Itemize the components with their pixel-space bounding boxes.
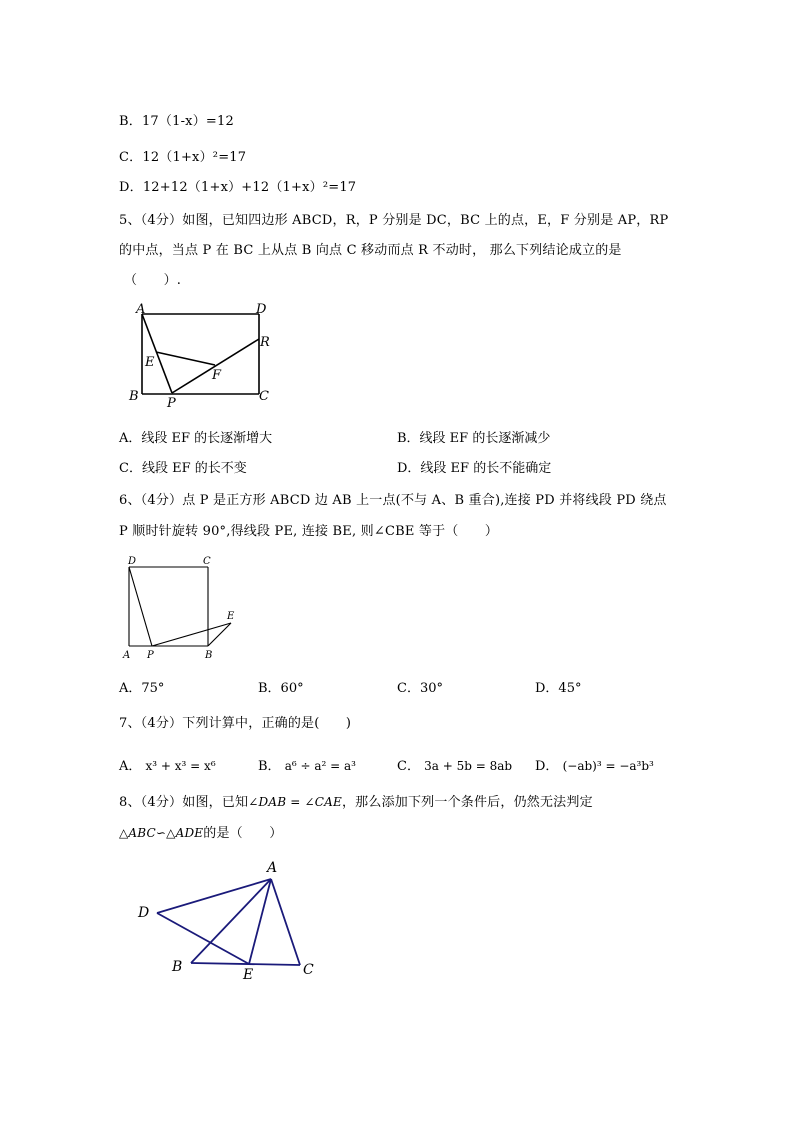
- q5-option-d: D．线段 EF 的长不能确定: [397, 461, 552, 476]
- q7-option-a: [119, 755, 216, 774]
- q6-option-c: C．30°: [397, 681, 443, 696]
- q5-label-f: F: [212, 368, 222, 383]
- q7-option-a-math: x³ + x³ = x⁶: [145, 759, 216, 773]
- q8-label-a: A: [267, 860, 278, 876]
- q6-stem-line2: P 顺时针旋转 90°,得线段 PE, 连接 BE, 则∠CBE 等于（ ）: [119, 524, 499, 539]
- q8-stem-pre: 8、（4分）如图，已知: [119, 795, 249, 810]
- q7-stem: 7、（4分）下列计算中，正确的是( ): [119, 716, 352, 731]
- q6-label-e: E: [227, 611, 235, 622]
- q5-figure: [120, 295, 290, 410]
- q6-option-a: A．75°: [119, 681, 165, 696]
- q8-similar-triangles: △ABC∽△ADE: [119, 826, 204, 840]
- q4-option-c: C．12（1+x）²=17: [119, 150, 247, 165]
- q6-stem-line1: 6、（4分）点 P 是正方形 ABCD 边 AB 上一点(不与 A、B 重合),连接 PD 并将线段 PD 绕点: [119, 493, 667, 508]
- q6-label-p: P: [147, 650, 154, 661]
- q5-label-a: A: [136, 302, 146, 317]
- q8-stem-line2-post: 的是（ ）: [203, 826, 283, 841]
- q7-option-d-math: (−ab)³ = −a³b³: [562, 759, 654, 773]
- q8-label-d: D: [138, 905, 150, 921]
- q5-stem-line2: 的中点，当点 P 在 BC 上从点 B 向点 C 移动而点 R 不动时， 那么下列结论成立的是: [119, 243, 622, 258]
- q7-option-b-math: a⁶ ÷ a² = a³: [284, 759, 356, 773]
- q8-label-c: C: [303, 962, 314, 978]
- q5-label-e: E: [145, 355, 155, 370]
- q5-option-c: C．线段 EF 的长不变: [119, 461, 247, 476]
- q5-label-p: P: [167, 396, 176, 411]
- q7-option-d-label: D．: [535, 759, 559, 774]
- q5-stem-line1: 5、（4分）如图，已知四边形 ABCD，R，P 分别是 DC，BC 上的点，E，F 分别是 AP，RP: [119, 213, 669, 228]
- q8-stem-post: ，那么添加下列一个条件后，仍然无法判定: [341, 795, 593, 810]
- q8-label-b: B: [172, 959, 183, 975]
- q7-option-c-math: 3a + 5b = 8ab: [424, 759, 513, 773]
- q8-figure: [130, 855, 330, 985]
- q7-option-a-label: A．: [119, 759, 142, 774]
- q5-option-b: B．线段 EF 的长逐渐减少: [397, 431, 551, 446]
- q7-option-c-label: C．: [397, 759, 420, 774]
- q6-figure: [118, 552, 248, 662]
- q5-label-c: C: [259, 389, 269, 404]
- q8-stem-line2: [119, 822, 282, 841]
- q8-stem-line1: [119, 791, 593, 810]
- q5-label-r: R: [260, 335, 270, 350]
- q7-option-d: [535, 755, 654, 774]
- q5-label-b: B: [129, 389, 139, 404]
- q8-label-e: E: [243, 967, 254, 983]
- q4-option-b: B．17（1-x）=12: [119, 114, 234, 129]
- q6-label-d: D: [128, 556, 137, 567]
- q5-label-d: D: [256, 302, 267, 317]
- q6-label-b: B: [205, 650, 213, 661]
- q6-label-a: A: [123, 650, 131, 661]
- q6-option-d: D．45°: [535, 681, 582, 696]
- q6-label-c: C: [203, 556, 211, 567]
- q8-angle-condition: ∠DAB = ∠CAE: [248, 795, 342, 809]
- q5-option-a: A．线段 EF 的长逐渐增大: [119, 431, 273, 446]
- q6-option-b: B．60°: [258, 681, 304, 696]
- q5-stem-line3: （ ）.: [124, 273, 182, 288]
- q7-option-c: [397, 755, 512, 774]
- q7-option-b-label: B．: [258, 759, 281, 774]
- q7-option-b: [258, 755, 356, 774]
- q4-option-d: D．12+12（1+x）+12（1+x）²=17: [119, 180, 357, 195]
